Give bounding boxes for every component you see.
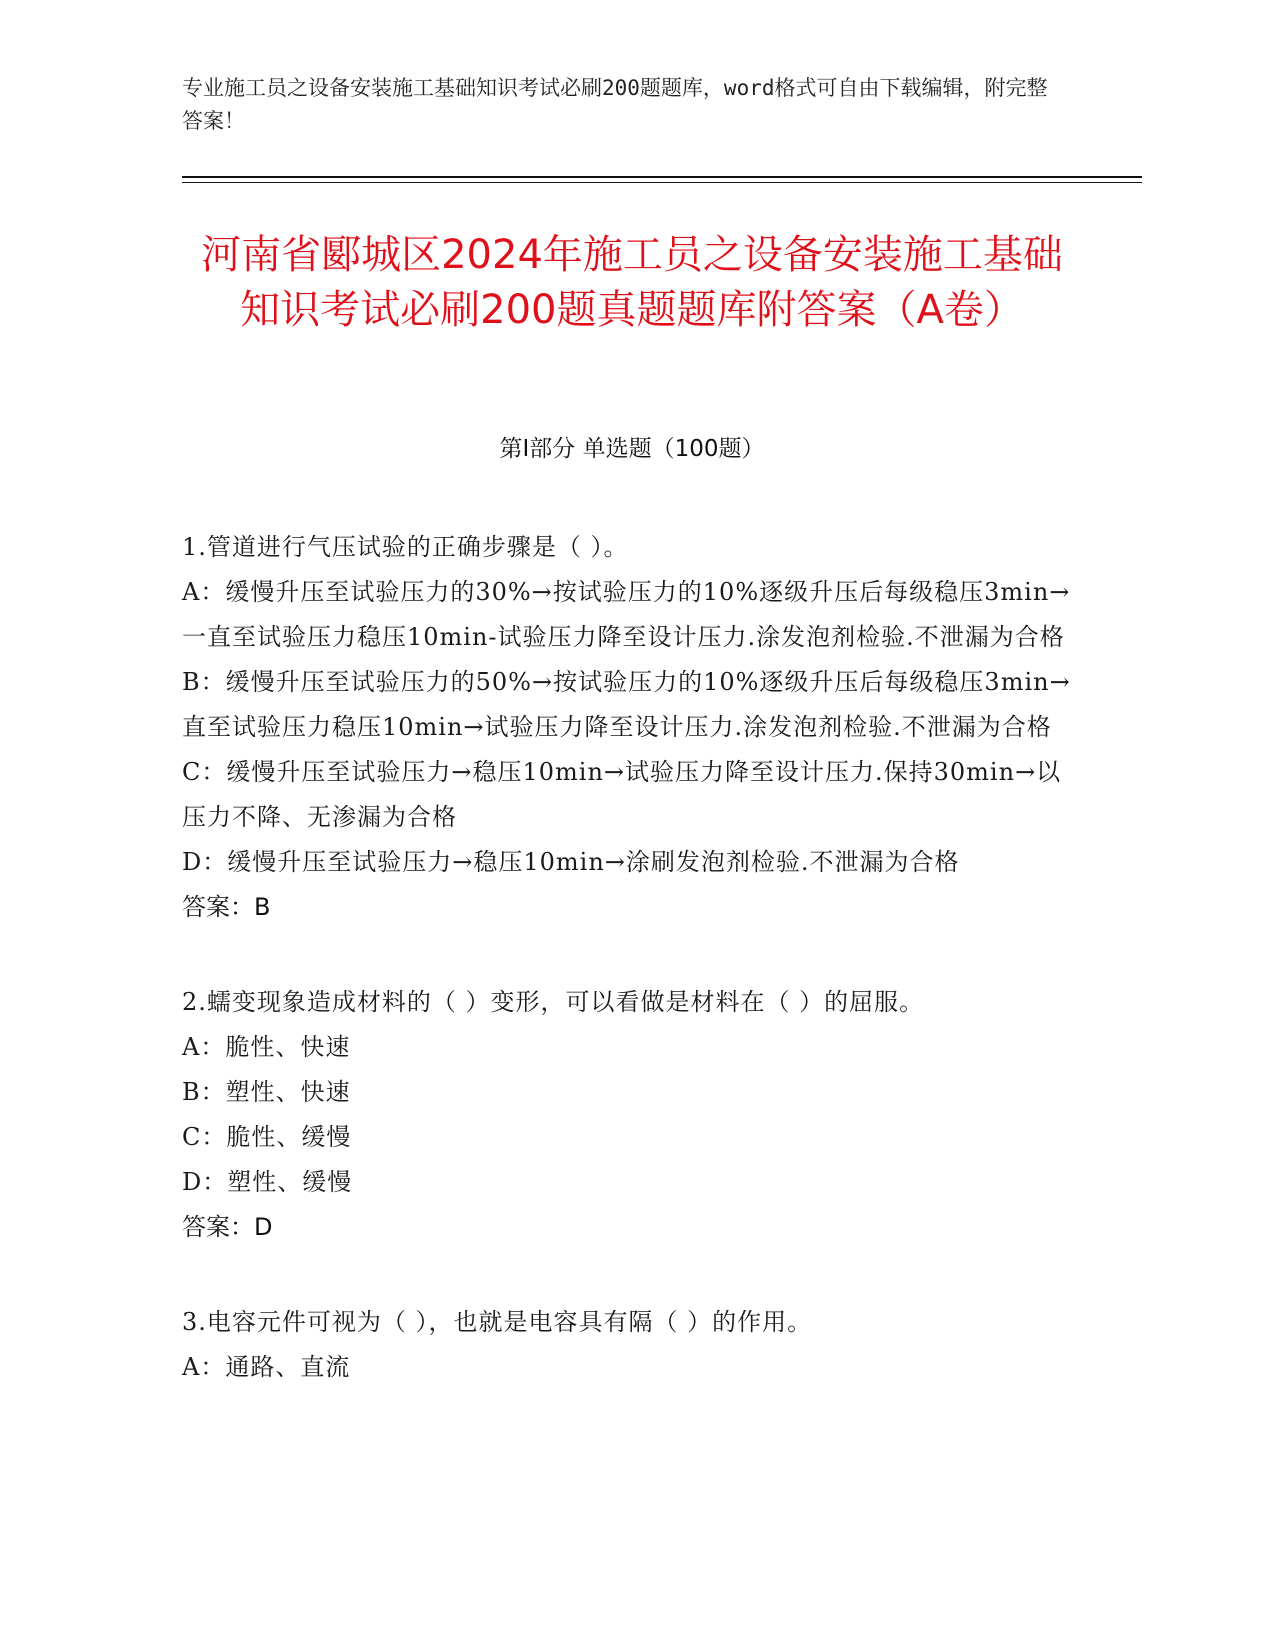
document-title: 河南省郾城区2024年施工员之设备安装施工基础知识考试必刷200题真题题库附答案（A卷） — [201, 232, 1063, 333]
question-list — [182, 525, 1082, 1440]
option-a: A：缓慢升压至试验压力的30%→按试验压力的10%逐级升压后每级稳压3min→一直至试验压力稳压10min-试验压力降至设计压力.涂发泡剂检验.不泄漏为合格 — [182, 578, 1071, 651]
option-b: B：塑性、快速 — [182, 1078, 351, 1106]
question-stem: 3.电容元件可视为（ ），也就是电容具有隔（ ）的作用。 — [182, 1308, 813, 1336]
header-divider-thin — [182, 182, 1142, 183]
question-stem: 1.管道进行气压试验的正确步骤是（ ）。 — [182, 533, 629, 561]
section-heading: 第Ⅰ部分 单选题（100题） — [499, 436, 765, 462]
question-stem: 2.蠕变现象造成材料的（ ）变形，可以看做是材料在（ ）的屈服。 — [182, 988, 925, 1016]
option-b: B：缓慢升压至试验压力的50%→按试验压力的10%逐级升压后每级稳压3min→直至试验压力稳压10min→试验压力降至设计压力.涂发泡剂检验.不泄漏为合格 — [182, 668, 1071, 741]
answer: 答案：B — [182, 893, 271, 921]
option-d: D：塑性、缓慢 — [182, 1168, 353, 1196]
question-2 — [182, 980, 1082, 1250]
question-3 — [182, 1300, 1082, 1390]
option-c: C：脆性、缓慢 — [182, 1123, 352, 1151]
option-a: A：脆性、快速 — [182, 1033, 351, 1061]
answer: 答案：D — [182, 1213, 273, 1241]
option-d: D：缓慢升压至试验压力→稳压10min→涂刷发泡剂检验.不泄漏为合格 — [182, 848, 960, 876]
header-note: 专业施工员之设备安装施工基础知识考试必刷200题题库，word格式可自由下载编辑，附完整答案！ — [182, 76, 1048, 133]
header-divider-thick — [182, 176, 1142, 178]
option-a: A：通路、直流 — [182, 1353, 351, 1381]
question-1 — [182, 525, 1082, 930]
option-c: C：缓慢升压至试验压力→稳压10min→试验压力降至设计压力.保持30min→以压力不降、无渗漏为合格 — [182, 758, 1062, 831]
